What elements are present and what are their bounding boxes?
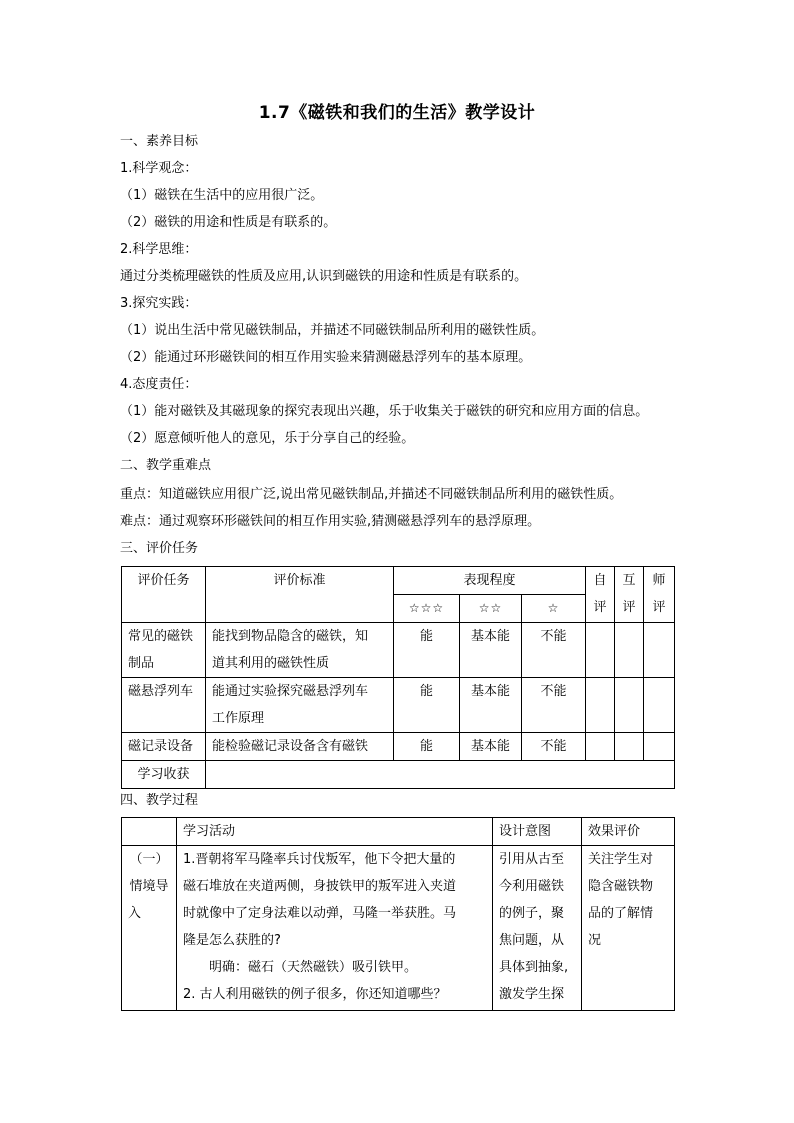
- table-row: [122, 761, 675, 789]
- peer-eval-cell[interactable]: [615, 678, 644, 733]
- level-cell: 不能: [522, 733, 586, 761]
- text-line: 重点：知道磁铁应用很广泛,说出常见磁铁制品,并描述不同磁铁制品所利用的磁铁性质。: [120, 487, 623, 502]
- level-cell: 不能: [522, 623, 586, 678]
- level-cell: 基本能: [460, 733, 522, 761]
- peer-eval-cell[interactable]: [615, 733, 644, 761]
- teacher-eval-cell[interactable]: [644, 733, 675, 761]
- text-line: 通过分类梳理磁铁的性质及应用,认识到磁铁的用途和性质是有联系的。: [120, 269, 528, 284]
- intent-cell: 引用从古至 今利用磁铁 的例子，聚 焦问题，从 具体到抽象, 激发学生探: [493, 846, 582, 1011]
- activity-cell: 1.晋朝将军马隆率兵讨伐叛军，他下令把大量的 磁石堆放在夹道两侧，身披铁甲的叛军进入夹道 时就像中了定身法难以动弹，马隆一举获胜。马 隆是怎么获胜的? 明确：磁石（天然磁铁）吸引铁甲。 2. 古人利用磁铁的例子很多，你还知道哪些？: [177, 846, 493, 1011]
- header-cell: 设计意图: [493, 818, 582, 846]
- process-table: [121, 817, 675, 1011]
- level-cell: 能: [394, 733, 460, 761]
- table-row: [122, 733, 675, 761]
- standard-cell: 能通过实验探究磁悬浮列车 工作原理: [206, 678, 394, 733]
- section-heading: 四、教学过程: [120, 793, 199, 808]
- text-line: （2）能通过环形磁铁间的相互作用实验来猜测磁悬浮列车的基本原理。: [120, 350, 532, 365]
- standard-cell: 能检验磁记录设备含有磁铁: [206, 733, 394, 761]
- header-cell: 学习活动: [177, 818, 493, 846]
- subheading: 1.科学观念：: [120, 161, 198, 176]
- text-line: （1）能对磁铁及其磁现象的探究表现出兴趣，乐于收集关于磁铁的研究和应用方面的信息。: [120, 404, 649, 419]
- section-heading: 三、评价任务: [120, 541, 199, 556]
- level-cell: 能: [394, 678, 460, 733]
- self-eval-cell[interactable]: [586, 623, 615, 678]
- evaluation-table: [121, 566, 675, 789]
- header-cell: 互 评: [615, 567, 644, 623]
- header-cell: 表现程度: [394, 567, 586, 595]
- harvest-label: 学习收获: [122, 761, 206, 789]
- section-heading: 二、教学重难点: [120, 458, 212, 473]
- table-row: [122, 846, 675, 1011]
- teacher-eval-cell[interactable]: [644, 623, 675, 678]
- header-cell: 评价标准: [206, 567, 394, 623]
- subheading: 3.探究实践：: [120, 296, 198, 311]
- text-line: （1）磁铁在生活中的应用很广泛。: [120, 188, 324, 203]
- peer-eval-cell[interactable]: [615, 623, 644, 678]
- effect-cell: 关注学生对 隐含磁铁物 品的了解情 况: [582, 846, 675, 1011]
- table-header-row: [122, 567, 675, 595]
- header-cell: 自 评: [586, 567, 615, 623]
- page-title: 1.7《磁铁和我们的生活》教学设计: [258, 103, 536, 123]
- task-cell: 常见的磁铁 制品: [122, 623, 206, 678]
- teacher-eval-cell[interactable]: [644, 678, 675, 733]
- text-line: 难点：通过观察环形磁铁间的相互作用实验,猜测磁悬浮列车的悬浮原理。: [120, 514, 541, 529]
- table-row: [122, 678, 675, 733]
- self-eval-cell[interactable]: [586, 678, 615, 733]
- text-line: （2）愿意倾听他人的意见，乐于分享自己的经验。: [120, 431, 415, 446]
- header-cell: 评价任务: [122, 567, 206, 623]
- level-cell: 不能: [522, 678, 586, 733]
- header-cell-empty: [122, 818, 177, 846]
- section-heading: 一、素养目标: [120, 134, 199, 149]
- star-rating-1: ☆: [522, 595, 586, 623]
- level-cell: 能: [394, 623, 460, 678]
- harvest-cell[interactable]: [206, 761, 675, 789]
- stage-cell: （一） 情境导 入: [122, 846, 177, 1011]
- table-row: [122, 623, 675, 678]
- star-rating-3: ☆☆☆: [394, 595, 460, 623]
- task-cell: 磁记录设备: [122, 733, 206, 761]
- task-cell: 磁悬浮列车: [122, 678, 206, 733]
- text-line: （1）说出生活中常见磁铁制品，并描述不同磁铁制品所利用的磁铁性质。: [120, 323, 545, 338]
- subheading: 4.态度责任：: [120, 377, 198, 392]
- star-rating-2: ☆☆: [460, 595, 522, 623]
- subheading: 2.科学思维：: [120, 242, 198, 257]
- level-cell: 基本能: [460, 678, 522, 733]
- level-cell: 基本能: [460, 623, 522, 678]
- header-cell: 效果评价: [582, 818, 675, 846]
- self-eval-cell[interactable]: [586, 733, 615, 761]
- standard-cell: 能找到物品隐含的磁铁，知 道其利用的磁铁性质: [206, 623, 394, 678]
- header-cell: 师 评: [644, 567, 675, 623]
- table-header-row: [122, 818, 675, 846]
- text-line: （2）磁铁的用途和性质是有联系的。: [120, 215, 337, 230]
